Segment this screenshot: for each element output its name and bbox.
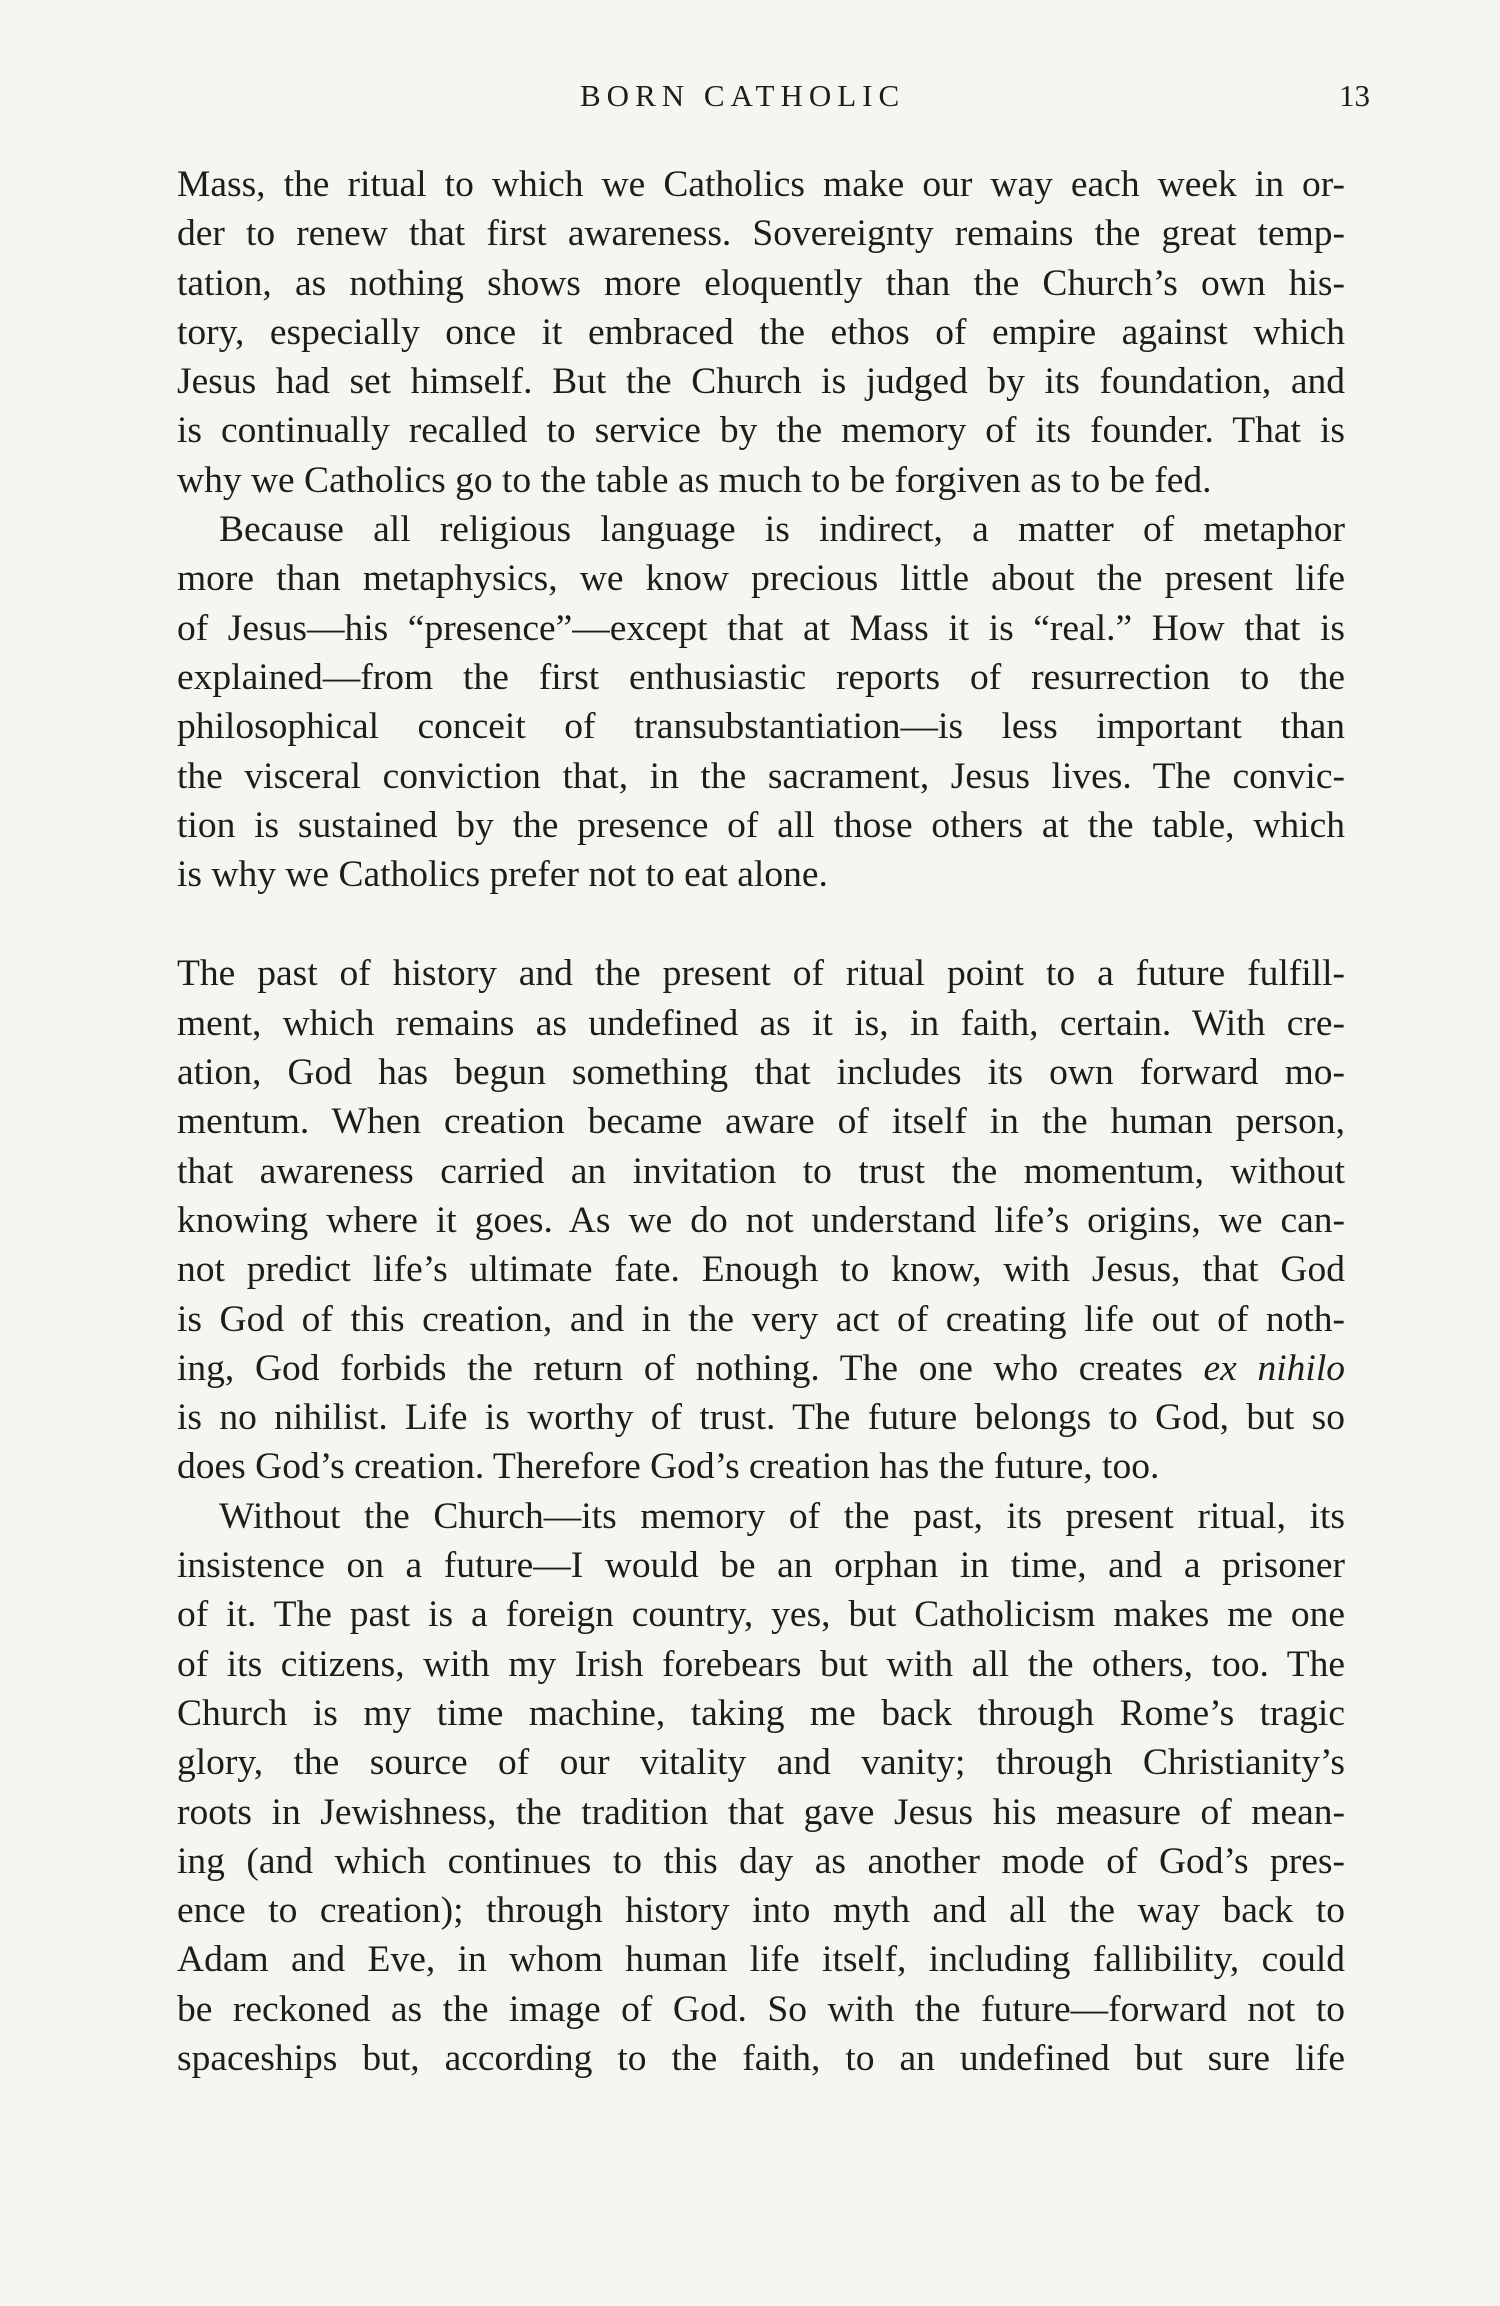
section-break <box>177 899 1345 949</box>
text-line: is God of this creation, and in the very act of creating life out of noth- <box>177 1298 1345 1340</box>
text-line: that awareness carried an invitation to trust the momentum, without <box>177 1150 1345 1192</box>
page-number: 13 <box>1339 78 1370 113</box>
text-line: philosophical conceit of transubstantiation—is less important than <box>177 706 1345 748</box>
text-line: be reckoned as the image of God. So with the future—forward not to <box>177 1988 1345 2030</box>
text-line: roots in Jewishness, the tradition that gave Jesus his measure of mean- <box>177 1791 1345 1833</box>
paragraph-1 <box>177 160 1345 505</box>
text-line: knowing where it goes. As we do not understand life’s origins, we can- <box>177 1199 1345 1241</box>
text-line: The past of history and the present of ritual point to a future fulfill- <box>177 953 1345 995</box>
text-line: is no nihilist. Life is worthy of trust. The future belongs to God, but so <box>177 1397 1345 1439</box>
text-line: mentum. When creation became aware of itself in the human person, <box>177 1101 1345 1143</box>
text-line: ing, God forbids the return of nothing. The one who creates ex nihilo <box>177 1347 1346 1389</box>
text-line: tory, especially once it embraced the ethos of empire against which <box>177 311 1345 353</box>
text-line: is why we Catholics prefer not to eat alone. <box>177 854 828 896</box>
text-line: Church is my time machine, taking me back through Rome’s tragic <box>177 1692 1345 1734</box>
text-line: of Jesus—his “presence”—except that at Mass it is “real.” How that is <box>177 607 1345 649</box>
text-line: Because all religious language is indirect, a matter of metaphor <box>219 509 1345 551</box>
paragraph-2 <box>177 505 1345 899</box>
text-line: why we Catholics go to the table as much to be forgiven as to be fed. <box>177 459 1212 501</box>
text-line: Without the Church—its memory of the past, its present ritual, its <box>219 1495 1345 1537</box>
text-line: is continually recalled to service by the memory of its founder. That is <box>177 410 1345 452</box>
text-line: insistence on a future—I would be an orphan in time, and a prisoner <box>177 1545 1345 1587</box>
text-line: spaceships but, according to the faith, to an undefined but sure life <box>177 2037 1345 2079</box>
text-line: glory, the source of our vitality and vanity; through Christianity’s <box>177 1742 1345 1784</box>
text-line: der to renew that first awareness. Sovereignty remains the great temp- <box>177 213 1345 255</box>
text-line: tation, as nothing shows more eloquently than the Church’s own his- <box>177 262 1345 304</box>
paragraph-3 <box>177 949 1345 1491</box>
text-line: ment, which remains as undefined as it is, in faith, certain. With cre- <box>177 1002 1345 1044</box>
text-line: ence to creation); through history into myth and all the way back to <box>177 1890 1345 1932</box>
text-line: ing (and which continues to this day as another mode of God’s pres- <box>177 1840 1345 1882</box>
text-line: ation, God has begun something that includes its own forward mo- <box>177 1052 1345 1094</box>
text-line: Mass, the ritual to which we Catholics make our way each week in or- <box>177 164 1345 205</box>
paragraph-4 <box>177 1492 1345 2084</box>
text-line: tion is sustained by the presence of all those others at the table, which <box>177 804 1345 846</box>
text-line: more than metaphysics, we know precious little about the present life <box>177 558 1345 600</box>
running-head: BORN CATHOLIC <box>580 78 906 113</box>
text-line: does God’s creation. Therefore God’s creation has the future, too. <box>177 1446 1160 1488</box>
text-line: Adam and Eve, in whom human life itself, including fallibility, could <box>177 1939 1345 1981</box>
text-line: explained—from the first enthusiastic reports of resurrection to the <box>177 656 1345 698</box>
body-text <box>177 160 1345 2083</box>
text-line: not predict life’s ultimate fate. Enough to know, with Jesus, that God <box>177 1249 1345 1291</box>
text-line: the visceral conviction that, in the sacrament, Jesus lives. The convic- <box>177 755 1345 797</box>
text-line: Jesus had set himself. But the Church is judged by its foundation, and <box>177 361 1345 403</box>
text-line: of its citizens, with my Irish forebears but with all the others, too. The <box>177 1643 1345 1685</box>
text-line: of it. The past is a foreign country, yes, but Catholicism makes me one <box>177 1594 1345 1636</box>
